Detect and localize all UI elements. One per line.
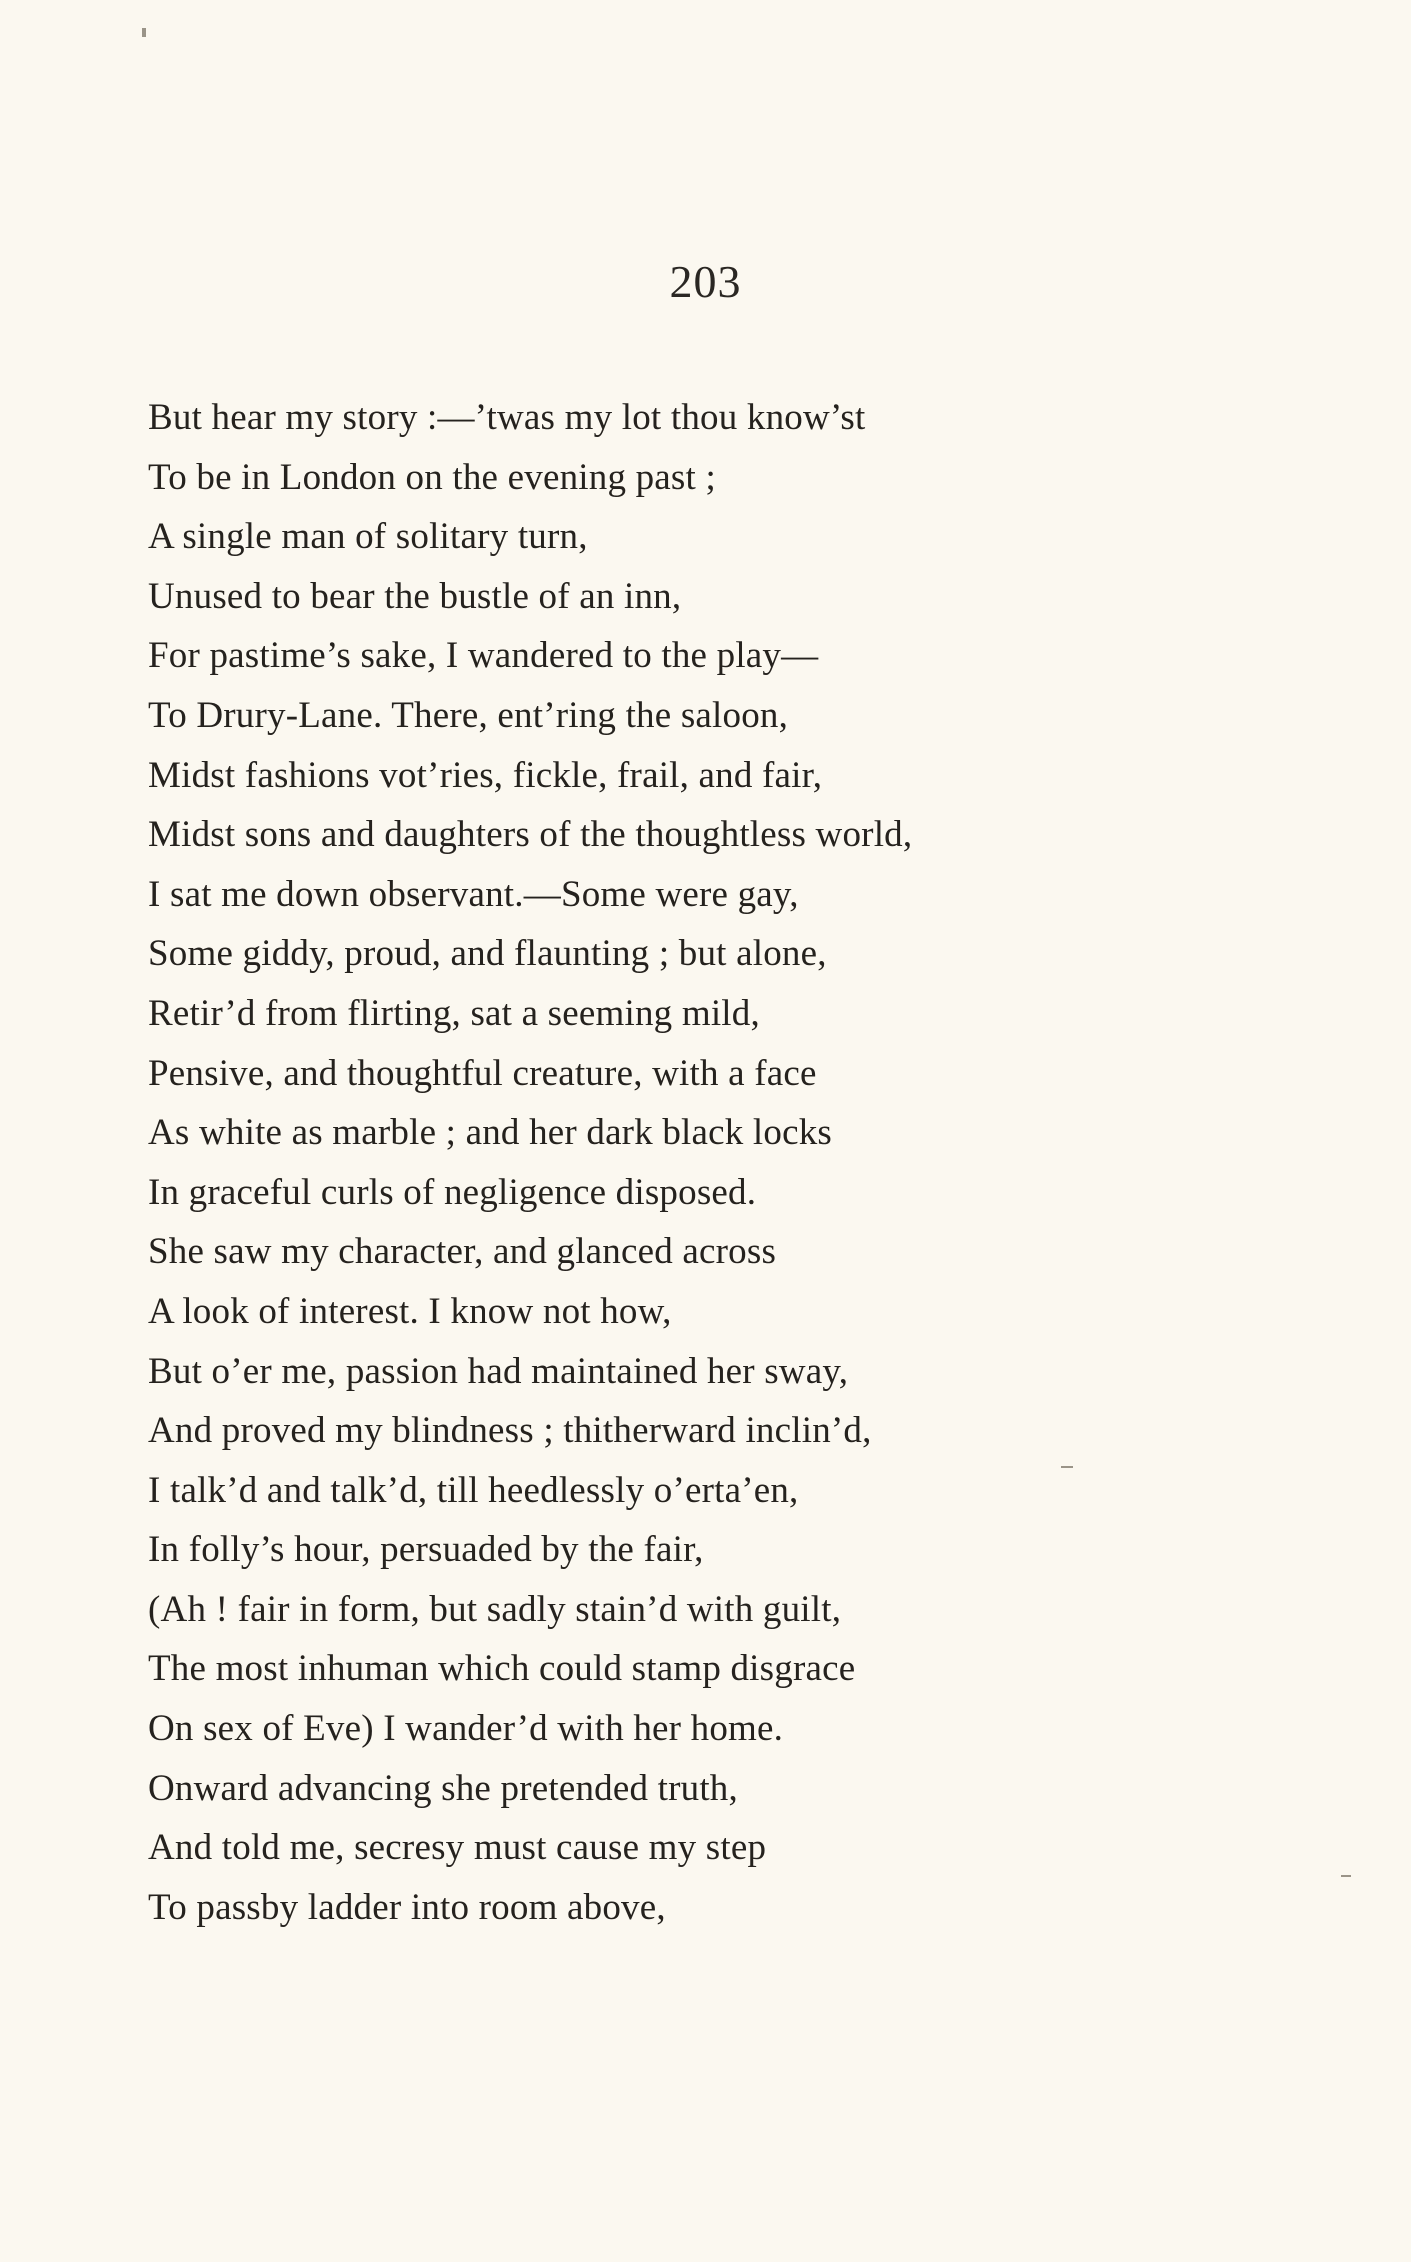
poem-line: And told me, secresy must cause my step xyxy=(148,1827,767,1869)
page-number: 203 xyxy=(669,256,742,307)
poem-line: Midst fashions vot’ries, fickle, frail, and fair, xyxy=(148,754,823,796)
poem-line: Pensive, and thoughtful creature, with a face xyxy=(148,1052,817,1094)
poem-line: As white as marble ; and her dark black locks xyxy=(148,1112,833,1154)
poem-line: I talk’d and talk’d, till heedlessly o’erta’en, xyxy=(148,1469,799,1511)
poem-line: In graceful curls of negligence disposed. xyxy=(148,1171,757,1213)
poem-line: In folly’s hour, persuaded by the fair, xyxy=(148,1529,704,1571)
print-mark xyxy=(1341,1875,1351,1877)
poem-line: But o’er me, passion had maintained her sway, xyxy=(148,1350,849,1392)
poem-line: For pastime’s sake, I wandered to the play— xyxy=(148,635,819,677)
poem-line: To Drury-Lane. There, ent’ring the saloon, xyxy=(148,694,789,736)
poem-line: Onward advancing she pretended truth, xyxy=(148,1767,738,1809)
poem-line: A look of interest. I know not how, xyxy=(148,1290,672,1332)
poem-line: And proved my blindness ; thitherward inclin’d, xyxy=(148,1410,872,1452)
print-mark xyxy=(142,28,146,37)
poem-line: She saw my character, and glanced across xyxy=(148,1231,777,1273)
poem-line: Some giddy, proud, and flaunting ; but alone, xyxy=(148,933,827,975)
poem-line: I sat me down observant.—Some were gay, xyxy=(148,873,799,915)
poem-line: To be in London on the evening past ; xyxy=(148,456,716,498)
poem-line: A single man of solitary turn, xyxy=(148,516,588,558)
poem-line: To passby ladder into room above, xyxy=(148,1886,666,1928)
poem-line: On sex of Eve) I wander’d with her home. xyxy=(148,1708,784,1750)
poem-line: Retir’d from flirting, sat a seeming mild, xyxy=(148,992,760,1034)
poem-line: Midst sons and daughters of the thoughtless world, xyxy=(148,814,913,856)
poem-line: The most inhuman which could stamp disgrace xyxy=(148,1648,856,1690)
poem-line: Unused to bear the bustle of an inn, xyxy=(148,575,682,617)
poem-text xyxy=(148,388,1328,1937)
poem-line: But hear my story :—’twas my lot thou know’st xyxy=(148,397,866,438)
poem-line: (Ah ! fair in form, but sadly stain’d with guilt, xyxy=(148,1588,842,1630)
